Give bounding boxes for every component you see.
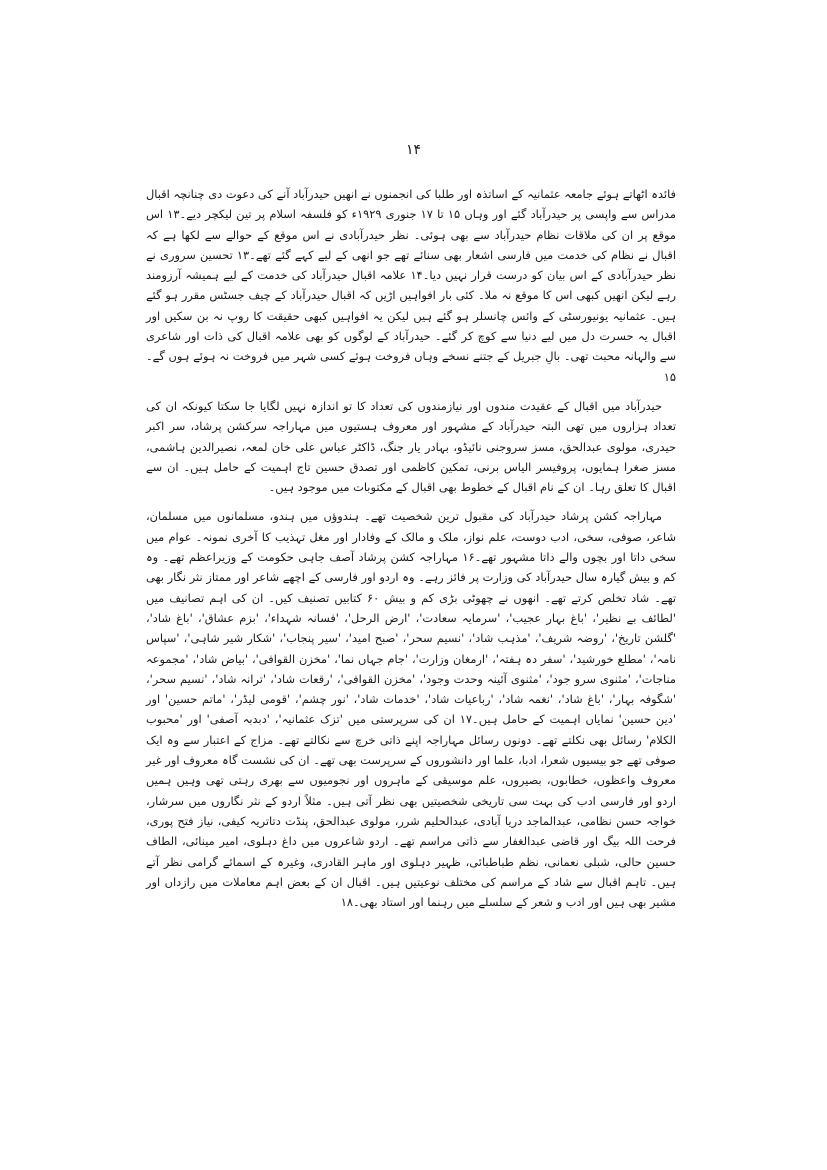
page-number: ۱۴ [405, 142, 422, 158]
paragraph-2: حیدرآباد میں اقبال کے عقیدت مندوں اور نیازمندوں کی تعداد کا تو اندازہ نہیں لگایا جا سکتا کیونکہ ان کی تعداد ہزاروں میں تھی البتہ حیدرآباد کے مشہور اور معروف ہستیوں میں مہاراجہ سرکشن پرشاد، سر اکبر حیدری، مولوی عبدالحق، مسز سروجنی نائیڈو، بہادر یار جنگ، ڈاکٹر عباس علی خان لمعہ، نصیرالدین ہاشمی، مسز صغرا ہمایوں، پروفیسر الیاس برنی، تمکین کاظمی اور تصدق حسین تاج اہمیت کے حامل ہیں۔ ان سے اقبال کا تعلق رہا۔ ان کے نام اقبال کے خطوط بھی اقبال کے مکتوبات میں موجود ہیں۔ [146, 398, 676, 495]
paragraph-1: فائدہ اٹھاتے ہوئے جامعہ عثمانیہ کے اساتذہ اور طلبا کی انجمنوں نے انھیں حیدرآباد آنے کی دعوت دی چنانچہ اقبال مدراس سے واپسی پر حیدرآباد گئے اور وہاں ۱۵ تا ۱۷ جنوری ۱۹۲۹ء کو فلسفہ اسلام پر تین لیکچر دیے۔۱۳ اس موقع پر ان کی ملاقات نظام حیدرآباد سے بھی ہوئی۔ نظر حیدرآبادی نے اس موقع کے حوالے سے لکھا ہے کہ اقبال نے نظام کی خدمت میں فارسی اشعار بھی سنائے تھے جو انھی کے لیے کہے گئے تھے۔۱۳ تحسین سروری نے نظر حیدرآبادی کے اس بیان کو درست قرار نہیں دیا۔۱۴ علامہ اقبال حیدرآباد کی خدمت کے لیے ہمیشہ آرزومند رہے لیکن انھیں کبھی اس کا موقع نہ ملا۔ کئی بار افواہیں اڑیں کہ اقبال حیدرآباد کے چیف جسٹس مقرر ہو گئے ہیں۔ عثمانیہ یونیورسٹی کے وائس چانسلر ہو گئے ہیں لیکن یہ افواہیں کبھی حقیقت کا روپ نہ بن سکیں اور اقبال یہ حسرت دل میں لیے دنیا سے کوچ کر گئے۔ حیدرآباد کے لوگوں کو بھی علامہ اقبال کی ذات اور شاعری سے والہانہ محبت تھی۔ بالِ جبریل کے جتنے نسخے وہاں فروخت ہوئے کسی شہر میں فروخت نہ ہوئے ہوں گے۔۱۵ [146, 187, 676, 384]
paragraph-3: مہاراجہ کشن پرشاد حیدرآباد کی مقبول ترین شخصیت تھے۔ ہندوؤں میں ہندو، مسلمانوں میں مسلمان، شاعر، صوفی، سخی، ادب دوست، علم نواز، ملک و مالک کے وفادار اور مغل تہذیب کا آخری نمونہ۔ عوام میں سخی داتا اور بچوں والے داتا مشہور تھے۔۱۶ مہاراجہ کشن پرشاد آصف جاہی حکومت کے وزیراعظم تھے۔ وہ کم و بیش گیارہ سال حیدرآباد کی وزارت پر فائز رہے۔ وہ اردو اور فارسی کے اچھے شاعر اور ممتاز نثر نگار بھی تھے۔ شاد تخلص کرتے تھے۔ انھوں نے چھوٹی بڑی کم و بیش ۶۰ کتابیں تصنیف کیں۔ ان کی اہم تصانیف میں 'لطائف بے نظیر'، 'باغ بہار عجیب'، 'سرمایہ سعادت'، 'ارض الرحل'، 'فسانہ شہداء'، 'بزم عشاق'، 'باغ شاد'، 'گلشن تاریخ'، 'روضہ شریف'، 'مذہب شاد'، 'نسیم سحر'، 'صبح امید'، 'سیر پنجاب'، 'شکار شیر شاہی'، 'سپاس نامہ'، 'مطلع خورشید'، 'سفر دہ ہفتہ'، 'ارمغان وزارت'، 'جام جہاں نما'، 'مخزن القوافی'، 'بیاض شاد'، 'مجموعہ مناجات'، 'مثنوی سرو جود'، 'مثنوی آئینہ وحدت وجود'، 'مخزن القوافی'، 'رقعات شاد'، 'ترانہ شاد'، 'نسیم سحر'، 'شگوفہ بہار'، 'باغ شاد'، 'نغمہ شاد'، 'رباعیات شاد'، 'خدمات شاد'، 'نور چشم'، 'قومی لیڈر'، 'ماتم حسین' اور 'دین حسین' نمایاں اہمیت کے حامل ہیں۔۱۷ ان کی سرپرستی میں 'تزک عثمانیہ'، 'دبدبہ آصفی' اور 'محبوب الکلام' رسائل بھی نکلتے تھے۔ دونوں رسائل مہاراجہ اپنے ذاتی خرچ سے نکالتے تھے۔ مزاج کے اعتبار سے وہ ایک صوفی تھے جو بیسیوں شعرا، ادبا، علما اور دانشوروں کے سرپرست بھی تھے۔ ان کی نشست گاہ معروف اور غیر معروف واعظوں، خطابوں، بصیروں، علم موسیقی کے ماہروں اور نجومیوں سے بھری رہتی تھی وہیں ہمیں اردو اور فارسی ادب کی بہت سی تاریخی شخصیتیں بھی نظر آتی ہیں۔ مثلاً اردو کے نثر نگاروں میں سرشار، خواجہ حسن نظامی، عبدالماجد دریا آبادی، عبدالحلیم شرر، مولوی عبدالحق، پنڈت دتاتریہ کیفی، نیاز فتح پوری، فرحت اللہ بیگ اور قاضی عبدالغفار سے ذاتی مراسم تھے۔ اردو شاعروں میں داغ دہلوی، امیر مینائی، الطاف حسین حالی، شبلی نعمانی، نظم طباطبائی، ظہیر دہلوی اور ماہر القادری، وغیرہ کے اسمائے گرامی نظر آتے ہیں۔ تاہم اقبال سے شاد کے مراسم کی مختلف نوعیتیں ہیں۔ اقبال ان کے بعض اہم معاملات میں رازداں اور مشیر بھی ہیں اور ادب و شعر کے سلسلے میں رہنما اور استاد بھی۔۱۸ [146, 509, 676, 910]
document-body [146, 184, 676, 921]
